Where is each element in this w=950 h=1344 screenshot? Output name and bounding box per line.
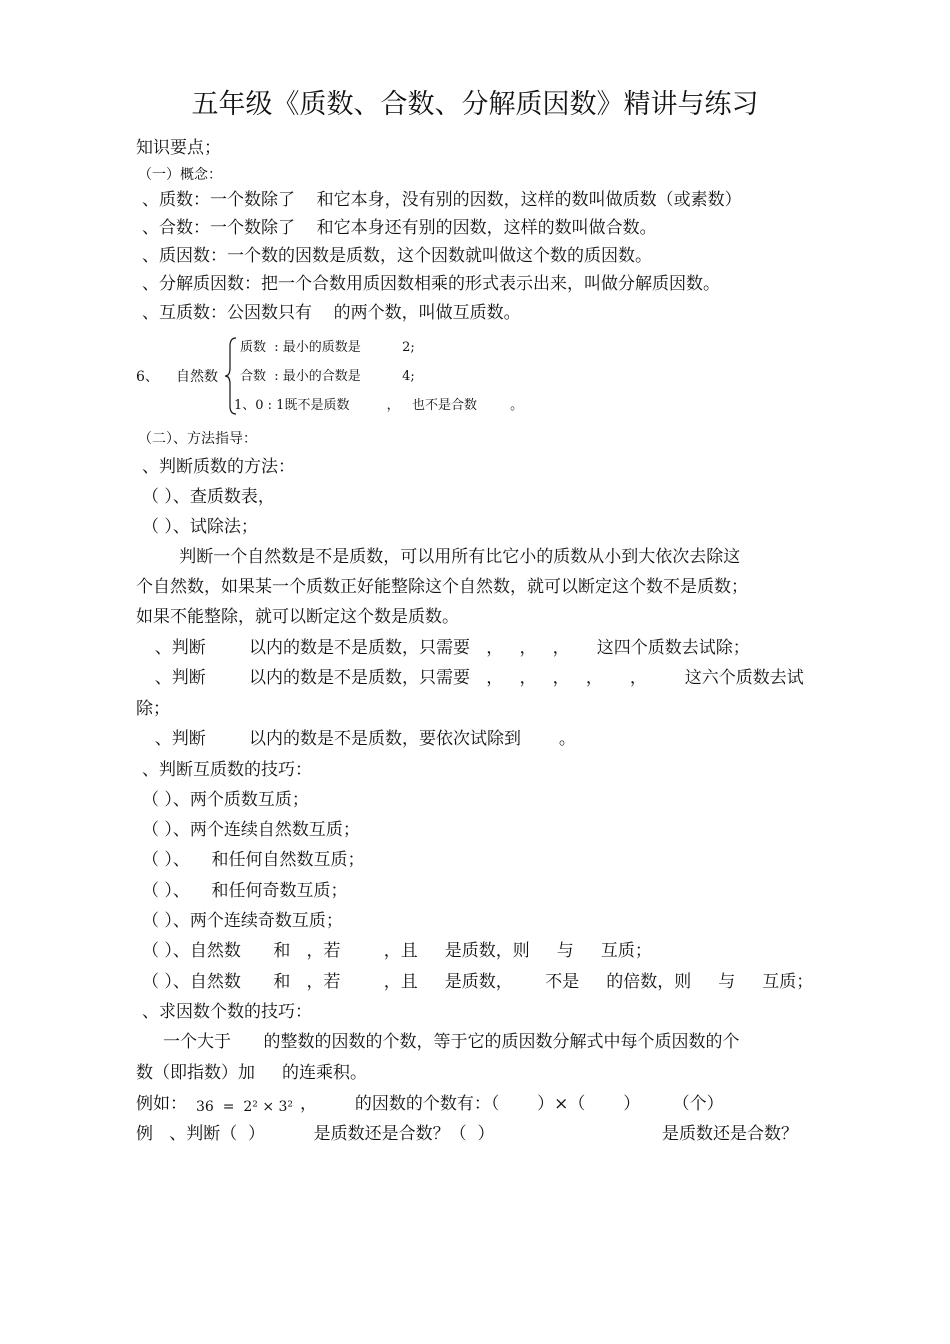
judge-rule-2: 、判断 以内的数是不是质数，只需要 ， ， ， ， ， 这六个质数去试 — [144, 668, 804, 688]
part1-heading: （一）概念： — [138, 167, 222, 183]
factor-count-line2: 数（即指数）加 的连乘积。 — [136, 1063, 368, 1083]
section-heading-knowledge: 知识要点； — [136, 138, 221, 158]
concept-coprime: 、互质数：公因数只有 的两个数，叫做互质数。 — [142, 303, 521, 323]
method-trial-division: （ ）、试除法； — [142, 517, 258, 537]
trial-paragraph-line2: 个自然数，如果某一个质数正好能整除这个自然数，就可以断定这个数不是质数； — [136, 577, 748, 597]
concept-prime-factor: 、质因数：一个数的因数是质数，这个因数就叫做这个数的质因数。 — [142, 246, 652, 266]
page-title: 五年级《质数、合数、分解质因数》精讲与练习 — [191, 89, 759, 120]
coprime-rule-6: （ ）、自然数 和 ，若 ，且 是质数，则 与 互质； — [142, 941, 652, 961]
judge-rule-1: 、判断 以内的数是不是质数，只需要 ， ， ， 这四个质数去试除； — [144, 638, 750, 658]
concept-composite: 、合数：一个数除了 和它本身还有别的因数，这样的数叫做合数。 — [142, 218, 657, 238]
coprime-rule-3: （ ）、 和任何自然数互质； — [142, 850, 365, 870]
natural-row-zero-one: 1、0 : 1既不是质数 ， 也不是合数 。 — [234, 398, 524, 413]
coprime-rule-1: （ ）、两个质数互质； — [142, 790, 309, 810]
example-prefix: 例如： — [136, 1094, 187, 1114]
trial-paragraph-line3: 如果不能整除，就可以断定这个数是质数。 — [136, 607, 459, 627]
natural-number-index: 6、 — [136, 369, 159, 385]
judge-rule-2-cont: 除； — [136, 699, 170, 719]
coprime-rule-2: （ ）、两个连续自然数互质； — [142, 820, 360, 840]
coprime-heading: 、判断互质数的技巧： — [142, 760, 312, 780]
concept-prime: 、质数：一个数除了 和它本身，没有别的因数，这样的数叫做质数（或素数） — [142, 190, 742, 210]
factor-count-heading: 、求因数个数的技巧： — [142, 1002, 312, 1022]
example-formula: 36 = 2² × 3² — [196, 1099, 294, 1115]
example-question-2: 是质数还是合数？ — [662, 1124, 798, 1144]
factor-count-line1: 一个大于 的整数的因数的个数，等于它的质因数分解式中每个质因数的个 — [136, 1032, 740, 1052]
natural-row-composite: 合数 : 最小的合数是 4; — [240, 369, 415, 384]
part2-heading: （二）、方法指导： — [138, 431, 257, 447]
concept-factorization: 、分解质因数：把一个合数用质因数相乘的形式表示出来，叫做分解质因数。 — [142, 274, 720, 294]
trial-paragraph-line1: 判断一个自然数是不是质数，可以用所有比它小的质数从小到大依次去除这 — [136, 547, 741, 567]
natural-number-label: 自然数 — [176, 369, 218, 385]
judge-prime-heading: 、判断质数的方法： — [142, 457, 295, 477]
example-suffix: ， 的因数的个数有：（ ）×（ ） （个） — [300, 1094, 724, 1114]
coprime-rule-7: （ ）、自然数 和 ，若 ，且 是质数， 不是 的倍数，则 与 互质； — [142, 972, 814, 992]
judge-rule-3: 、判断 以内的数是不是质数，要依次试除到 。 — [144, 729, 576, 749]
coprime-rule-4: （ ）、 和任何奇数互质； — [142, 881, 348, 901]
method-table: （ ）、查质数表， — [142, 487, 275, 507]
coprime-rule-5: （ ）、两个连续奇数互质； — [142, 911, 343, 931]
example-question: 例 、判断（ ） 是质数还是合数？（ ） — [136, 1124, 495, 1144]
natural-row-prime: 质数 : 最小的质数是 2; — [240, 340, 415, 355]
